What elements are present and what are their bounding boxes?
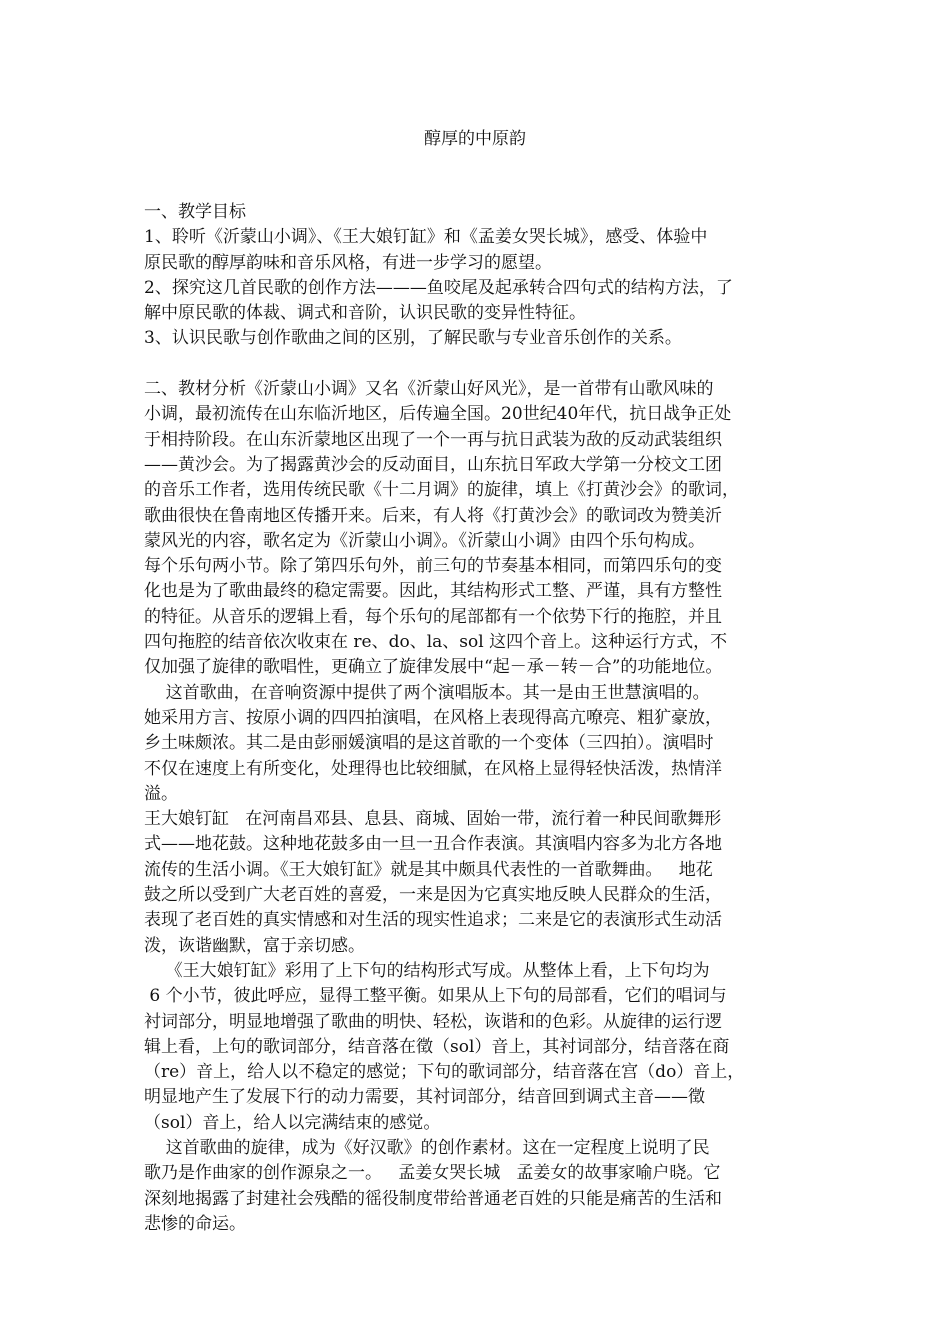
text-line: 歌乃是作曲家的创作源泉之一。 孟姜女哭长城 孟姜女的故事家喻户晓。它 — [144, 1163, 721, 1184]
text-line: 深刻地揭露了封建社会残酷的徭役制度带给普通老百姓的只能是痛苦的生活和 — [144, 1188, 722, 1209]
text-line: 《王大娘钉缸》彩用了上下句的结构形式写成。从整体上看，上下句均为 — [144, 960, 710, 981]
text-line: 流传的生活小调。《王大娘钉缸》就是其中颇具代表性的一首歌舞曲。 地花 — [144, 859, 713, 880]
text-line: 化也是为了歌曲最终的稳定需要。因此，其结构形式工整、严谨，具有方整性 — [144, 581, 722, 602]
text-line: 歌曲很快在鲁南地区传播开来。后来，有人将《打黄沙会》的歌词改为赞美沂 — [144, 505, 722, 526]
text-line: 泼，诙谐幽默，富于亲切感。 — [144, 935, 365, 956]
text-line: 原民歌的醇厚韵味和音乐风格，有进一步学习的愿望。 — [144, 252, 552, 273]
document-body — [144, 200, 814, 1237]
text-line: 辑上看，上句的歌词部分，结音落在徵（sol）音上，其衬词部分，结音落在商 — [144, 1036, 730, 1057]
text-line: 二、教材分析《沂蒙山小调》又名《沂蒙山好风光》，是一首带有山歌风味的 — [144, 379, 714, 400]
text-line: 衬词部分，明显地增强了歌曲的明快、轻松，诙谐和的色彩。从旋律的运行逻 — [144, 1011, 722, 1032]
blank-line — [144, 352, 814, 377]
text-line: 她采用方言、按原小调的四四拍演唱，在风格上表现得高亢嘹亮、粗犷豪放， — [144, 707, 722, 728]
text-line: 明显地产生了发展下行的动力需要，其衬词部分，结音回到调式主音——徵 — [144, 1087, 705, 1108]
text-line: 1、聆听《沂蒙山小调》、《王大娘钉缸》和《孟姜女哭长城》，感受、体验中 — [144, 227, 708, 248]
text-line: 式——地花鼓。这种地花鼓多由一旦一丑合作表演。其演唱内容多为北方各地 — [144, 834, 722, 855]
text-line: 表现了老百姓的真实情感和对生活的现实性追求；二来是它的表演形式生动活 — [144, 910, 722, 931]
document-title: 醇厚的中原韵 — [424, 129, 526, 149]
text-line: 不仅在速度上有所变化，处理得也比较细腻，在风格上显得轻快活泼，热情洋 — [144, 758, 722, 779]
text-line: ——黄沙会。为了揭露黄沙会的反动面目，山东抗日军政大学第一分校文工团 — [144, 454, 722, 475]
text-line: 悲惨的命运。 — [144, 1213, 246, 1234]
text-line: 解中原民歌的体裁、调式和音阶，认识民歌的变异性特征。 — [144, 303, 586, 324]
text-line: 的特征。从音乐的逻辑上看，每个乐句的尾部都有一个依势下行的拖腔，并且 — [144, 606, 722, 627]
text-line: 蒙风光的内容，歌名定为《沂蒙山小调》。《沂蒙山小调》由四个乐句构成。 — [144, 530, 705, 551]
text-line: （re）音上，给人以不稳定的感觉；下句的歌词部分，结音落在宫（do）音上， — [144, 1062, 745, 1083]
text-line: 仅加强了旋律的歌唱性，更确立了旋律发展中“起－承－转－合”的功能地位。 — [144, 657, 723, 678]
text-line: 这首歌曲的旋律，成为《好汉歌》的创作素材。这在一定程度上说明了民 — [144, 1137, 710, 1158]
text-line: 2、探究这几首民歌的创作方法———鱼咬尾及起承转合四句式的结构方法，了 — [144, 277, 733, 298]
text-line: 乡土味颇浓。其二是由彭丽媛演唱的是这首歌的一个变体（三四拍）。演唱时 — [144, 733, 714, 754]
text-line: 的音乐工作者，选用传统民歌《十二月调》的旋律，填上《打黄沙会》的歌词， — [144, 480, 739, 501]
text-line: （sol）音上，给人以完满结束的感觉。 — [144, 1112, 441, 1133]
text-line: 每个乐句两小节。除了第四乐句外，前三句的节奏基本相同，而第四乐句的变 — [144, 556, 722, 577]
text-line: 小调，最初流传在山东临沂地区，后传遍全国。20世纪40年代，抗日战争正处 — [144, 404, 732, 425]
text-line: 鼓之所以受到广大老百姓的喜爱，一来是因为它真实地反映人民群众的生活， — [144, 885, 722, 906]
text-line: 溢。 — [144, 783, 178, 804]
text-line: 3、认识民歌与创作歌曲之间的区别，了解民歌与专业音乐创作的关系。 — [144, 328, 682, 349]
text-line: 于相持阶段。在山东沂蒙地区出现了一个一再与抗日武装为敌的反动武装组织 — [144, 429, 722, 450]
text-line: 四句拖腔的结音依次收束在 re、do、la、sol 这四个音上。这种运行方式，不 — [144, 632, 728, 653]
text-line: 6 个小节，彼此呼应，显得工整平衡。如果从上下句的局部看，它们的唱词与 — [144, 986, 727, 1007]
text-line: 这首歌曲，在音响资源中提供了两个演唱版本。其一是由王世慧演唱的。 — [144, 682, 710, 703]
text-line: 一、教学目标 — [144, 202, 246, 222]
text-line: 王大娘钉缸 在河南昌邓县、息县、商城、固始一带，流行着一种民间歌舞形 — [144, 809, 722, 830]
